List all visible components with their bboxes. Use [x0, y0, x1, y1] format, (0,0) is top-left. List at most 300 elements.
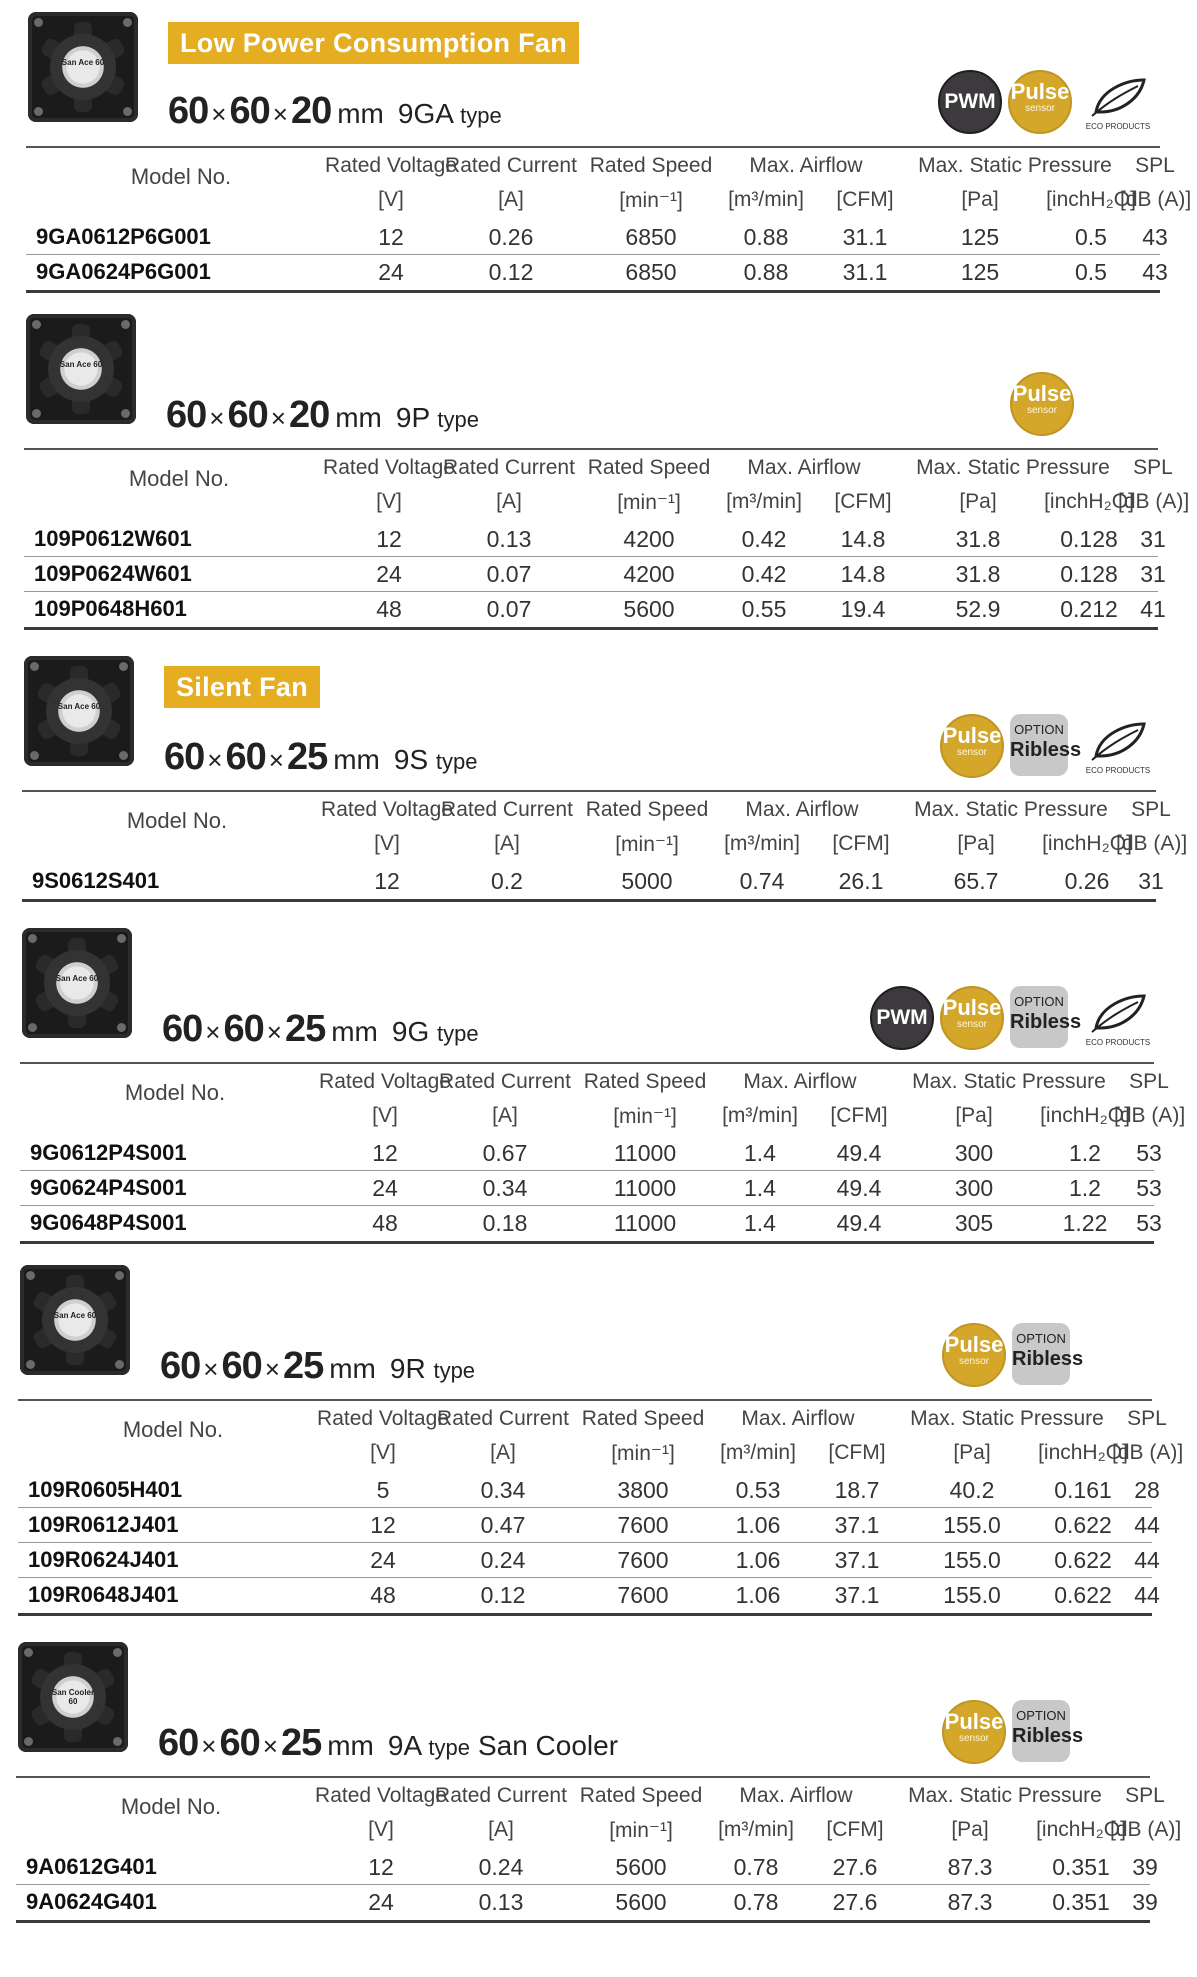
cell-airflow-cfm: 26.1 [838, 868, 884, 894]
mounting-hole [28, 1023, 37, 1032]
header-unit: [min⁻¹] [619, 189, 683, 212]
pulse-label: Pulse [944, 1709, 1004, 1734]
type-word: type [460, 103, 502, 128]
header-static-pressure: Max. Static Pressure [912, 1070, 1106, 1093]
cell-spl-value: 53 [1136, 1210, 1162, 1236]
cell-rated-speed: 6850 [625, 259, 677, 285]
header-unit: [V] [368, 1818, 394, 1841]
cell-spl-value: 41 [1140, 596, 1166, 622]
cell-rated-voltage: 12 [370, 1512, 396, 1538]
mounting-hole [119, 662, 128, 671]
dim-width: 60 [162, 1008, 203, 1050]
times-sign: × [262, 1731, 278, 1761]
eco-products-logo [1078, 72, 1158, 132]
cell-airflow-m3: 0.42 [741, 526, 787, 552]
cell-spl-value: 31 [1140, 526, 1166, 552]
cell-airflow-cfm: 27.6 [832, 1854, 878, 1880]
row-divider [24, 556, 1158, 557]
unit-mm: mm [331, 1016, 378, 1047]
header-unit: [A] [490, 1441, 516, 1464]
header-unit: [Pa] [955, 1104, 993, 1127]
header-unit: [min⁻¹] [613, 1105, 677, 1128]
table-row [0, 866, 1197, 900]
cell-model-no: 109R0624J401 [28, 1547, 179, 1572]
header-speed: Rated Speed [585, 798, 709, 821]
dim-depth: 25 [284, 1008, 326, 1050]
cell-model-no: 109P0648H601 [34, 596, 187, 621]
header-unit: [V] [376, 490, 402, 513]
eco-products-logo [1078, 988, 1158, 1048]
cell-spl-value: 44 [1134, 1582, 1160, 1608]
cell-model-no: 9G0624P4S001 [30, 1175, 187, 1200]
table-row [0, 1510, 1197, 1544]
type-word: type [433, 1358, 476, 1383]
dim-width: 60 [168, 90, 209, 132]
type-code [390, 1353, 475, 1384]
table-row [0, 1852, 1197, 1886]
pulse-label: Pulse [942, 995, 1002, 1020]
row-divider [20, 1170, 1154, 1171]
cell-rated-current: 0.2 [491, 868, 523, 894]
pulse-label: Pulse [944, 1332, 1004, 1357]
cell-airflow-m3: 1.06 [735, 1582, 781, 1608]
cell-pressure-pa: 125 [960, 224, 1000, 250]
header-unit: [CFM] [828, 1441, 886, 1464]
table-bottom-rule [20, 1241, 1154, 1244]
cell-pressure-inch: 0.351 [1052, 1854, 1110, 1880]
pulse-sensor-badge [940, 986, 1004, 1050]
cell-rated-speed: 11000 [613, 1210, 677, 1236]
row-divider [18, 1577, 1152, 1578]
header-static-pressure: Max. Static Pressure [908, 1784, 1102, 1807]
ribless-option-badge [1010, 986, 1082, 1048]
dim-width: 60 [166, 394, 207, 436]
cell-pressure-inch: 0.622 [1054, 1582, 1112, 1608]
cell-airflow-cfm: 14.8 [840, 561, 886, 587]
dim-height: 60 [223, 1008, 264, 1050]
cell-model-no: 109P0624W601 [34, 561, 192, 586]
section-heading [166, 394, 479, 437]
section-heading [158, 1722, 618, 1765]
table-row [0, 1208, 1197, 1242]
spec-section [0, 10, 1197, 340]
header-unit: [dB (A)] [1110, 1818, 1182, 1841]
header-model: Model No. [124, 1080, 226, 1105]
cell-airflow-cfm: 37.1 [834, 1512, 880, 1538]
type-word: type [437, 407, 479, 432]
mounting-hole [26, 1271, 35, 1280]
header-spl: SPL [1135, 154, 1175, 177]
fan-hub [48, 336, 114, 402]
cell-pressure-inch: 0.128 [1060, 561, 1118, 587]
cell-pressure-inch: 0.5 [1075, 259, 1107, 285]
type-code-value: 9S [393, 744, 429, 775]
table-bottom-rule [18, 1613, 1152, 1616]
cell-rated-voltage: 24 [376, 561, 402, 587]
pulse-label: Pulse [1010, 79, 1070, 104]
cell-rated-voltage: 48 [376, 596, 402, 622]
table-bottom-rule [24, 627, 1158, 630]
header-voltage: Rated Voltage [319, 1070, 451, 1093]
dim-depth: 20 [290, 90, 332, 132]
cell-pressure-pa: 40.2 [949, 1477, 995, 1503]
dim-depth: 25 [286, 736, 328, 778]
header-unit: [dB (A)] [1114, 1104, 1186, 1127]
spec-section [0, 1640, 1197, 1970]
sensor-label: sensor [958, 1733, 989, 1744]
header-voltage: Rated Voltage [323, 456, 455, 479]
leaf-icon [1078, 716, 1158, 766]
header-model: Model No. [128, 466, 230, 491]
cell-rated-voltage: 24 [378, 259, 404, 285]
header-current: Rated Current [443, 456, 575, 479]
mounting-hole [24, 1648, 33, 1657]
table-top-rule [26, 146, 1160, 148]
header-spl: SPL [1125, 1784, 1165, 1807]
times-sign: × [205, 1017, 221, 1047]
cell-rated-speed: 4200 [623, 561, 675, 587]
option-label: OPTION [1014, 722, 1064, 737]
times-sign: × [272, 99, 288, 129]
cell-rated-speed: 5000 [621, 868, 673, 894]
cell-model-no: 109R0612J401 [28, 1512, 179, 1537]
pulse-sensor-badge [1010, 372, 1074, 436]
fan-photo [22, 928, 132, 1038]
type-code-value: 9R [389, 1353, 426, 1384]
header-unit: [Pa] [959, 490, 997, 513]
dim-height: 60 [225, 736, 266, 778]
mounting-hole [115, 1271, 124, 1280]
section-heading [168, 90, 502, 133]
cell-model-no: 9A0624G401 [26, 1889, 157, 1914]
header-unit: [dB (A)] [1112, 1441, 1184, 1464]
cell-rated-current: 0.13 [478, 1889, 524, 1915]
cell-airflow-cfm: 19.4 [840, 596, 886, 622]
cell-model-no: 109R0605H401 [28, 1477, 183, 1502]
cell-rated-speed: 5600 [615, 1854, 667, 1880]
ribless-option-badge [1010, 714, 1082, 776]
cell-rated-voltage: 24 [368, 1889, 394, 1915]
cell-airflow-cfm: 49.4 [836, 1140, 882, 1166]
cell-airflow-m3: 1.06 [735, 1512, 781, 1538]
ribless-option-badge [1012, 1700, 1084, 1762]
header-unit: [CFM] [834, 490, 892, 513]
cell-airflow-m3: 0.88 [743, 259, 789, 285]
cell-airflow-m3: 0.74 [739, 868, 785, 894]
cell-model-no: 9GA0624P6G001 [36, 259, 211, 284]
header-airflow: Max. Airflow [747, 456, 861, 479]
type-word: type [437, 1021, 479, 1046]
header-spl: SPL [1131, 798, 1171, 821]
unit-mm: mm [335, 402, 382, 433]
dim-depth: 20 [288, 394, 330, 436]
cell-airflow-m3: 0.88 [743, 224, 789, 250]
header-airflow: Max. Airflow [739, 1784, 853, 1807]
header-unit: [min⁻¹] [617, 491, 681, 514]
mounting-hole [30, 751, 39, 760]
table-row [0, 1580, 1197, 1614]
header-unit: [CFM] [830, 1104, 888, 1127]
header-unit: [m³/min] [726, 490, 802, 513]
pulse-sensor-badge [940, 714, 1004, 778]
header-unit: [m³/min] [718, 1818, 794, 1841]
header-current: Rated Current [437, 1407, 569, 1430]
unit-mm: mm [337, 98, 384, 129]
cell-airflow-m3: 0.55 [741, 596, 787, 622]
pulse-sensor-badge [942, 1323, 1006, 1387]
spec-section [0, 1263, 1197, 1608]
eco-products-text: ECO PRODUCTS [1085, 766, 1151, 775]
cell-airflow-cfm: 14.8 [840, 526, 886, 552]
mounting-hole [32, 320, 41, 329]
mounting-hole [24, 1737, 33, 1746]
mounting-hole [123, 107, 132, 116]
cell-spl-value: 39 [1132, 1889, 1158, 1915]
cell-airflow-cfm: 27.6 [832, 1889, 878, 1915]
cell-pressure-inch: 0.161 [1054, 1477, 1112, 1503]
times-sign: × [203, 1354, 219, 1384]
cell-rated-current: 0.67 [482, 1140, 528, 1166]
header-current: Rated Current [445, 154, 577, 177]
row-divider [18, 1507, 1152, 1508]
section-heading [160, 1345, 475, 1388]
ribless-option-badge [1012, 1323, 1084, 1385]
header-speed: Rated Speed [579, 1784, 703, 1807]
feature-tag: Silent Fan [164, 666, 320, 708]
cell-airflow-cfm: 37.1 [834, 1547, 880, 1573]
cell-rated-speed: 5600 [623, 596, 675, 622]
unit-mm: mm [329, 1353, 376, 1384]
header-unit: [dB (A)] [1116, 832, 1188, 855]
ribless-label: Ribless [1012, 1725, 1084, 1747]
fan-photo [24, 656, 134, 766]
cell-model-no: 9G0612P4S001 [30, 1140, 187, 1165]
mounting-hole [123, 18, 132, 27]
table-row [0, 1887, 1197, 1921]
header-voltage: Rated Voltage [321, 798, 453, 821]
header-unit: [CFM] [826, 1818, 884, 1841]
cell-pressure-inch: 0.212 [1060, 596, 1118, 622]
mounting-hole [28, 934, 37, 943]
cell-airflow-m3: 0.53 [735, 1477, 781, 1503]
cell-rated-current: 0.24 [478, 1854, 524, 1880]
header-current: Rated Current [435, 1784, 567, 1807]
cell-airflow-cfm: 49.4 [836, 1210, 882, 1236]
cell-spl-value: 28 [1134, 1477, 1160, 1503]
cell-rated-current: 0.07 [486, 561, 532, 587]
spec-section [0, 312, 1197, 642]
mounting-hole [34, 107, 43, 116]
header-speed: Rated Speed [587, 456, 711, 479]
header-unit: [m³/min] [724, 832, 800, 855]
header-unit: [inchH₂O] [1046, 188, 1136, 211]
fan-hub [42, 1287, 108, 1353]
cell-pressure-pa: 87.3 [947, 1854, 993, 1880]
table-bottom-rule [16, 1920, 1150, 1923]
cell-rated-voltage: 12 [378, 224, 404, 250]
header-unit: [inchH₂O] [1040, 1104, 1130, 1127]
cell-airflow-m3: 1.4 [744, 1140, 776, 1166]
cell-rated-current: 0.26 [488, 224, 534, 250]
ribless-label: Ribless [1010, 1011, 1082, 1033]
table-row [0, 524, 1197, 558]
table-row [0, 1138, 1197, 1172]
times-sign: × [209, 403, 225, 433]
header-voltage: Rated Voltage [315, 1784, 447, 1807]
type-code [392, 1016, 479, 1047]
cell-spl-value: 53 [1136, 1175, 1162, 1201]
header-speed: Rated Speed [583, 1070, 707, 1093]
cell-rated-current: 0.12 [480, 1582, 526, 1608]
table-bottom-rule [26, 290, 1160, 293]
table-top-rule [24, 448, 1158, 450]
cell-spl-value: 39 [1132, 1854, 1158, 1880]
cell-spl-value: 43 [1142, 259, 1168, 285]
option-label: OPTION [1016, 1708, 1066, 1723]
cell-airflow-m3: 0.78 [733, 1889, 779, 1915]
header-unit: [dB (A)] [1118, 490, 1190, 513]
cell-pressure-pa: 300 [954, 1140, 994, 1166]
cell-rated-current: 0.47 [480, 1512, 526, 1538]
cell-rated-voltage: 12 [372, 1140, 398, 1166]
header-unit: [min⁻¹] [611, 1442, 675, 1465]
fan-photo [26, 314, 136, 424]
eco-products-logo [1078, 716, 1158, 776]
header-spl: SPL [1129, 1070, 1169, 1093]
header-model: Model No. [122, 1417, 224, 1442]
row-divider [16, 1884, 1150, 1885]
table-row [0, 1475, 1197, 1509]
header-unit: [dB (A)] [1120, 188, 1192, 211]
header-model: Model No. [126, 808, 228, 833]
cell-rated-voltage: 48 [370, 1582, 396, 1608]
fan-brand-label: San Cooler 60 [51, 1688, 95, 1706]
mounting-hole [32, 409, 41, 418]
fan-brand-label: San Ace 60 [57, 702, 101, 711]
mounting-hole [113, 1737, 122, 1746]
pwm-badge: PWM [938, 70, 1002, 134]
cell-pressure-pa: 52.9 [955, 596, 1001, 622]
cell-spl-value: 43 [1142, 224, 1168, 250]
cell-rated-current: 0.13 [486, 526, 532, 552]
cell-rated-voltage: 12 [368, 1854, 394, 1880]
table-top-rule [16, 1776, 1150, 1778]
header-unit: [V] [370, 1441, 396, 1464]
leaf-icon [1078, 988, 1158, 1038]
pulse-sensor-badge [942, 1700, 1006, 1764]
sensor-label: sensor [956, 1019, 987, 1030]
cell-rated-voltage: 24 [372, 1175, 398, 1201]
cell-rated-speed: 7600 [617, 1582, 669, 1608]
sensor-label: sensor [958, 1356, 989, 1367]
unit-mm: mm [333, 744, 380, 775]
cell-pressure-pa: 87.3 [947, 1889, 993, 1915]
cell-airflow-m3: 1.4 [744, 1210, 776, 1236]
cell-airflow-m3: 1.06 [735, 1547, 781, 1573]
cell-pressure-pa: 65.7 [953, 868, 999, 894]
header-unit: [CFM] [832, 832, 890, 855]
header-spl: SPL [1133, 456, 1173, 479]
leaf-icon [1078, 72, 1158, 122]
eco-products-text: ECO PRODUCTS [1085, 1038, 1151, 1047]
header-static-pressure: Max. Static Pressure [914, 798, 1108, 821]
cell-pressure-inch: 1.2 [1069, 1175, 1101, 1201]
header-unit: [min⁻¹] [609, 1819, 673, 1842]
cell-pressure-pa: 155.0 [943, 1547, 1001, 1573]
eco-products-text: ECO PRODUCTS [1085, 122, 1151, 131]
cell-rated-voltage: 5 [376, 1477, 390, 1503]
cell-pressure-inch: 1.22 [1062, 1210, 1108, 1236]
times-sign: × [207, 745, 223, 775]
cell-rated-speed: 5600 [615, 1889, 667, 1915]
cell-airflow-m3: 1.4 [744, 1175, 776, 1201]
dim-depth: 25 [280, 1722, 322, 1764]
dim-height: 60 [229, 90, 270, 132]
cell-spl-value: 44 [1134, 1547, 1160, 1573]
dim-height: 60 [219, 1722, 260, 1764]
cell-model-no: 9GA0612P6G001 [36, 224, 211, 249]
series-name: San Cooler [477, 1730, 619, 1761]
header-spl: SPL [1127, 1407, 1167, 1430]
header-voltage: Rated Voltage [325, 154, 457, 177]
cell-rated-voltage: 12 [376, 526, 402, 552]
times-sign: × [201, 1731, 217, 1761]
cell-pressure-inch: 1.2 [1069, 1140, 1101, 1166]
type-code [398, 98, 502, 129]
times-sign: × [268, 745, 284, 775]
cell-rated-speed: 11000 [613, 1140, 677, 1166]
sensor-label: sensor [1026, 405, 1057, 416]
header-unit: [A] [492, 1104, 518, 1127]
mounting-hole [121, 320, 130, 329]
cell-model-no: 9A0612G401 [26, 1854, 157, 1879]
cell-pressure-inch: 0.128 [1060, 526, 1118, 552]
row-divider [20, 1205, 1154, 1206]
header-static-pressure: Max. Static Pressure [916, 456, 1110, 479]
cell-spl-value: 44 [1134, 1512, 1160, 1538]
type-code-value: 9G [391, 1016, 430, 1047]
table-top-rule [18, 1399, 1152, 1401]
type-code [396, 402, 479, 433]
header-static-pressure: Max. Static Pressure [910, 1407, 1104, 1430]
header-model: Model No. [130, 164, 232, 189]
table-top-rule [22, 790, 1156, 792]
cell-model-no: 9S0612S401 [32, 868, 160, 893]
header-unit: [CFM] [836, 188, 894, 211]
cell-rated-voltage: 24 [370, 1547, 396, 1573]
mounting-hole [119, 751, 128, 760]
header-unit: [m³/min] [728, 188, 804, 211]
cell-model-no: 109P0612W601 [34, 526, 192, 551]
cell-pressure-pa: 31.8 [955, 561, 1001, 587]
header-unit: [inchH₂O] [1036, 1818, 1126, 1841]
cell-rated-speed: 4200 [623, 526, 675, 552]
header-static-pressure: Max. Static Pressure [918, 154, 1112, 177]
cell-rated-voltage: 12 [374, 868, 400, 894]
ribless-label: Ribless [1012, 1348, 1084, 1370]
header-unit: [V] [378, 188, 404, 211]
header-unit: [inchH₂O] [1042, 832, 1132, 855]
cell-pressure-pa: 300 [954, 1175, 994, 1201]
header-current: Rated Current [441, 798, 573, 821]
fan-hub [46, 678, 112, 744]
header-voltage: Rated Voltage [317, 1407, 449, 1430]
option-label: OPTION [1016, 1331, 1066, 1346]
mounting-hole [117, 1023, 126, 1032]
cell-rated-speed: 7600 [617, 1512, 669, 1538]
option-label: OPTION [1014, 994, 1064, 1009]
cell-pressure-inch: 0.5 [1075, 224, 1107, 250]
